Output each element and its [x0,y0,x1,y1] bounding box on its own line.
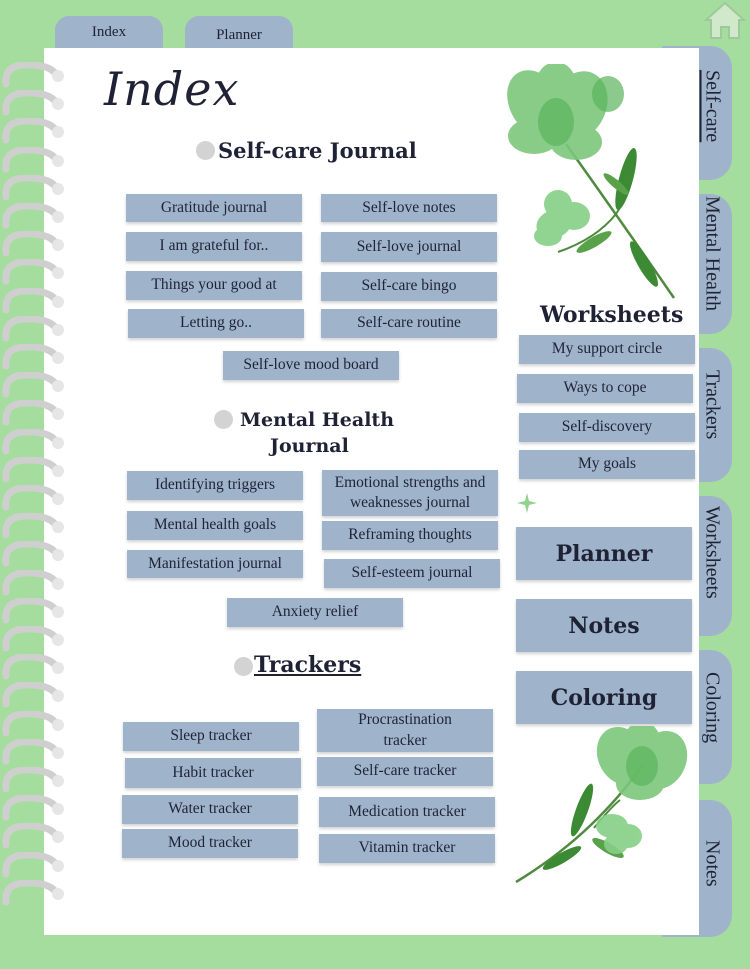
spiral-ring [2,570,66,596]
spiral-ring [2,288,66,314]
spiral-ring [2,795,66,821]
spiral-ring [2,118,66,144]
spiral-ring [2,457,66,483]
side-tab-label: Mental Health [701,196,724,311]
spiral-ring [2,880,66,906]
spiral-ring [2,485,66,511]
link-habit-tracker[interactable]: Habit tracker [125,758,301,788]
worksheets-heading: Worksheets [540,302,684,328]
link-identifying-triggers[interactable]: Identifying triggers [127,471,303,500]
link-manifestation-journal[interactable]: Manifestation journal [127,550,303,578]
mental-health-heading: Mental Health [240,409,395,431]
spiral-ring [2,259,66,285]
spiral-ring [2,739,66,765]
link-my-support-circle[interactable]: My support circle [519,335,695,364]
side-tab-label: Trackers [701,370,724,440]
link-self-love-notes[interactable]: Self-love notes [321,194,497,222]
spiral-ring [2,823,66,849]
link-medication-tracker[interactable]: Medication tracker [319,797,495,827]
trackers-heading[interactable]: Trackers [254,652,362,678]
spiral-ring [2,852,66,878]
spiral-ring [2,513,66,539]
spiral-ring [2,203,66,229]
link-self-love-journal[interactable]: Self-love journal [321,232,497,262]
home-icon[interactable] [702,0,748,40]
link-vitamin-tracker[interactable]: Vitamin tracker [319,834,495,863]
bullet-dot [214,410,233,429]
bullet-dot [234,657,253,676]
side-tab-label: Worksheets [701,506,724,599]
spiral-ring [2,62,66,88]
link-my-goals[interactable]: My goals [519,450,695,479]
link-ways-to-cope[interactable]: Ways to cope [517,374,693,403]
spiral-ring [2,682,66,708]
link-self-esteem-journal[interactable]: Self-esteem journal [324,559,500,588]
link-mental-health-goals[interactable]: Mental health goals [127,511,303,540]
section-planner-button[interactable]: Planner [516,527,692,580]
spiral-ring [2,316,66,342]
link-gratitude-journal[interactable]: Gratitude journal [126,194,302,222]
spiral-ring [2,90,66,116]
link-water-tracker[interactable]: Water tracker [122,795,298,824]
section-coloring-button[interactable]: Coloring [516,671,692,724]
spiral-ring [2,541,66,567]
side-tab-label: Notes [701,840,724,887]
spiral-ring [2,711,66,737]
spiral-ring [2,598,66,624]
spiral-ring [2,654,66,680]
spiral-ring [2,429,66,455]
link-letting-go[interactable]: Letting go.. [128,309,304,338]
spiral-ring [2,400,66,426]
side-tab-label: Self-care [701,70,724,143]
spiral-ring [2,175,66,201]
section-notes-button[interactable]: Notes [516,599,692,652]
link-procrastination-tracker[interactable]: Procrastination tracker [317,709,493,752]
link-i-am-grateful-for[interactable]: I am grateful for.. [126,232,302,261]
link-mood-tracker[interactable]: Mood tracker [122,829,298,858]
link-anxiety-relief[interactable]: Anxiety relief [227,598,403,627]
sparkle-icon [517,493,537,513]
spiral-ring [2,767,66,793]
spiral-ring [2,344,66,370]
spiral-ring [2,147,66,173]
bullet-dot [196,141,215,160]
self-care-heading: Self-care Journal [218,138,417,163]
spiral-ring [2,372,66,398]
page-title: Index [104,62,240,116]
link-sleep-tracker[interactable]: Sleep tracker [123,722,299,751]
mental-health-heading-line2: Journal [270,435,349,457]
flower-illustration [512,726,692,886]
tab-planner[interactable]: Planner [185,16,293,56]
link-self-care-bingo[interactable]: Self-care bingo [321,272,497,301]
link-self-love-mood-board[interactable]: Self-love mood board [223,351,399,380]
link-self-care-tracker[interactable]: Self-care tracker [317,757,493,786]
spiral-ring [2,231,66,257]
link-things-your-good-at[interactable]: Things your good at [126,271,302,300]
spiral-ring [2,626,66,652]
link-emotional-strengths[interactable]: Emotional strengths and weaknesses journal [322,470,498,516]
tab-index[interactable]: Index [55,16,163,56]
flower-illustration [496,64,686,304]
link-reframing-thoughts[interactable]: Reframing thoughts [322,521,498,550]
side-tab-label: Coloring [701,672,724,744]
link-self-discovery[interactable]: Self-discovery [519,413,695,442]
link-self-care-routine[interactable]: Self-care routine [321,309,497,338]
